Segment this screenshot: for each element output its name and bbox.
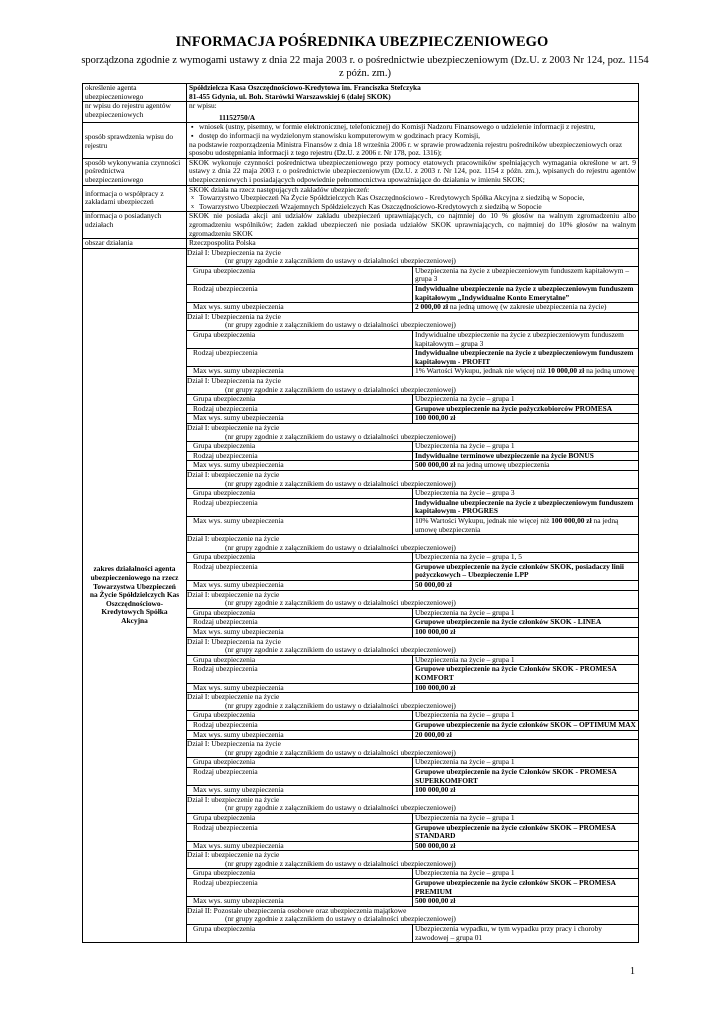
scope-value bbox=[187, 248, 639, 943]
category-note: (nr grupy zgodnie z załącznikiem do ustawy o działalności ubezpieczeniowej) bbox=[225, 747, 456, 757]
insurance-group-text: Ubezpieczenia na życie – grupa 1 bbox=[415, 710, 515, 720]
area-value: Rzeczpospolita Polska bbox=[187, 239, 639, 249]
insurance-kind-value bbox=[413, 404, 639, 414]
category-title: Dział I: Ubezpieczenia na życie bbox=[187, 376, 281, 385]
max-sum-value bbox=[413, 581, 639, 591]
insurance-kind-value bbox=[413, 879, 639, 897]
category-note: (nr grupy zgodnie z załącznikiem do ustawy o działalności ubezpieczeniowej) bbox=[225, 803, 456, 813]
insurance-kind-row bbox=[187, 879, 638, 897]
verify-label: sposób sprawdzenia wpisu do rejestru bbox=[83, 123, 187, 158]
insurance-kind-row bbox=[187, 451, 638, 461]
insurance-kind-text: Indywidualne ubezpieczenie na życie z ubezpieczeniowym funduszem kapitałowym - PROFIT bbox=[415, 348, 634, 366]
agent-value bbox=[187, 84, 639, 102]
insurance-kind-row bbox=[187, 720, 638, 730]
max-sum-row bbox=[187, 786, 638, 796]
max-sum-value bbox=[413, 516, 639, 534]
category-cell bbox=[187, 795, 638, 813]
max-sum-key: Max wys. sumy ubezpieczenia bbox=[187, 581, 413, 591]
insurance-group-key: Grupa ubezpieczenia bbox=[187, 813, 413, 823]
category-note: (nr grupy zgodnie z załącznikiem do ustawy o działalności ubezpieczeniowej) bbox=[225, 542, 456, 552]
max-sum-amount: 2 000,00 zł bbox=[415, 302, 449, 312]
max-sum-value bbox=[413, 303, 639, 313]
max-sum-row bbox=[187, 897, 638, 907]
category-row bbox=[187, 740, 638, 758]
category-title: Dział I: ubezpieczenie na życie bbox=[187, 534, 280, 544]
category-row bbox=[187, 637, 638, 655]
category-row bbox=[187, 693, 638, 711]
insurance-group-key: Grupa ubezpieczenia bbox=[187, 758, 413, 768]
insurance-group-row bbox=[187, 395, 638, 405]
insurance-group-text: Indywidualne ubezpieczenie na życie z ubezpieczeniowym funduszem kapitałowym – grupa 3 bbox=[415, 330, 624, 348]
max-sum-key: Max wys. sumy ubezpieczenia bbox=[187, 897, 413, 907]
insurance-group-value bbox=[413, 758, 639, 768]
verify-row bbox=[83, 123, 639, 158]
scope-table bbox=[187, 249, 638, 943]
category-note: (nr grupy zgodnie z załącznikiem do ustawy o działalności ubezpieczeniowej) bbox=[225, 598, 456, 608]
max-sum-row bbox=[187, 628, 638, 638]
max-sum-row bbox=[187, 414, 638, 424]
max-sum-row bbox=[187, 367, 638, 377]
max-sum-amount: 20 000,00 zł bbox=[415, 730, 452, 739]
insurance-group-row bbox=[187, 489, 638, 499]
category-cell bbox=[187, 906, 638, 924]
insurance-group-value bbox=[413, 813, 639, 823]
max-sum-key: Max wys. sumy ubezpieczenia bbox=[187, 683, 413, 693]
insurance-group-value bbox=[413, 711, 639, 721]
insurance-group-row bbox=[187, 925, 638, 943]
insurance-kind-value bbox=[413, 823, 639, 841]
insurance-kind-key: Rodzaj ubezpieczenia bbox=[187, 767, 413, 785]
max-sum-key: Max wys. sumy ubezpieczenia bbox=[187, 461, 413, 471]
category-row bbox=[187, 312, 638, 330]
insurance-kind-key: Rodzaj ubezpieczenia bbox=[187, 823, 413, 841]
max-sum-key: Max wys. sumy ubezpieczenia bbox=[187, 841, 413, 851]
insurance-group-text: Ubezpieczenia na życie – grupa 1 bbox=[415, 757, 515, 767]
insurance-kind-key: Rodzaj ubezpieczenia bbox=[187, 618, 413, 628]
insurance-group-row bbox=[187, 553, 638, 563]
max-sum-key: Max wys. sumy ubezpieczenia bbox=[187, 367, 413, 377]
insurance-kind-row bbox=[187, 498, 638, 516]
max-sum-value bbox=[413, 683, 639, 693]
insurance-group-key: Grupa ubezpieczenia bbox=[187, 711, 413, 721]
category-note: (nr grupy zgodnie z załącznikiem do ustawy o działalności ubezpieczeniowej) bbox=[225, 914, 456, 924]
max-sum-row bbox=[187, 581, 638, 591]
category-title: Dział I: ubezpieczenie na życie bbox=[187, 423, 280, 432]
insurance-kind-row bbox=[187, 349, 638, 367]
insurance-kind-value bbox=[413, 720, 639, 730]
insurance-kind-row bbox=[187, 767, 638, 785]
insurance-kind-row bbox=[187, 562, 638, 580]
insurance-group-text: Ubezpieczenia na życie – grupa 1 bbox=[415, 868, 515, 878]
category-note: (nr grupy zgodnie z załącznikiem do ustawy o działalności ubezpieczeniowej) bbox=[225, 478, 456, 488]
category-row bbox=[187, 470, 638, 488]
insurance-group-value bbox=[413, 553, 639, 563]
insurance-kind-key: Rodzaj ubezpieczenia bbox=[187, 720, 413, 730]
insurance-group-text: Ubezpieczenia na życie – grupa 1 bbox=[415, 608, 515, 617]
insurance-group-key: Grupa ubezpieczenia bbox=[187, 608, 413, 618]
insurance-group-row bbox=[187, 758, 638, 768]
category-row bbox=[187, 249, 638, 267]
insurance-group-value bbox=[413, 331, 639, 349]
category-cell bbox=[187, 590, 638, 608]
insurance-group-value bbox=[413, 655, 639, 665]
max-sum-value bbox=[413, 367, 639, 377]
category-title: Dział I: Ubezpieczenia na życie bbox=[187, 637, 281, 646]
insurance-group-key: Grupa ubezpieczenia bbox=[187, 331, 413, 349]
category-title: Dział I: ubezpieczenie na życie bbox=[187, 590, 280, 599]
insurance-group-row bbox=[187, 655, 638, 665]
insurer-list bbox=[189, 194, 636, 211]
verify-item: ▪ dostęp do informacji na wydzielonym stanowisku komputerowym w godzinach pracy Komisji, bbox=[199, 132, 636, 141]
agent-label: określenie agenta ubezpieczeniowego bbox=[83, 84, 187, 102]
max-sum-value bbox=[413, 841, 639, 851]
insurance-kind-key: Rodzaj ubezpieczenia bbox=[187, 451, 413, 461]
cooperation-row bbox=[83, 185, 639, 212]
verify-legal-basis: na podstawie rozporządzenia Ministra Finansów z dnia 18 września 2006 r. w sprawie prowadzenia rejestru pośredników ubezpieczeniowych oraz sposobu udostępniania informacji z tego rejestru (Dz.U. z 2006 r. Nr 178, poz. 1316); bbox=[189, 139, 623, 158]
insurance-group-key: Grupa ubezpieczenia bbox=[187, 489, 413, 499]
category-cell bbox=[187, 851, 638, 869]
shares-value: SKOK nie posiada akcji ani udziałów zakładu ubezpieczeń uprawniających, co najmniej do 10 % głosów na walnym zgromadzeniu albo zgromadzeniu wspólników; żaden zakład ubezpieczeń nie posiada udziałów SKOK uprawniających, co najmniej do 10% głosów na walnym zgromadzeniu SKOK bbox=[187, 212, 639, 239]
insurance-group-value bbox=[413, 442, 639, 452]
max-sum-suffix: na jedną umowę (w zakresie ubezpieczenia na życie) bbox=[448, 302, 607, 312]
category-title: Dział I: ubezpieczenie na życie bbox=[187, 692, 280, 702]
insurance-group-text: Ubezpieczenia na życie – grupa 1 bbox=[415, 441, 515, 451]
max-sum-amount: 100 000,00 zł bbox=[415, 627, 456, 637]
max-sum-value bbox=[413, 786, 639, 796]
insurance-group-text: Ubezpieczenia wypadku, w tym wypadku przy pracy i choroby zawodowej – grupa 01 bbox=[415, 924, 602, 942]
max-sum-value bbox=[413, 730, 639, 740]
cooperation-intro: SKOK działa na rzecz następujących zakładów ubezpieczeń: bbox=[189, 185, 370, 194]
insurance-kind-key: Rodzaj ubezpieczenia bbox=[187, 404, 413, 414]
insurance-kind-row bbox=[187, 404, 638, 414]
max-sum-row bbox=[187, 683, 638, 693]
insurance-kind-text: Grupowe ubezpieczenie na życie Członków SKOK - PROMESA SUPERKOMFORT bbox=[415, 767, 617, 785]
insurance-group-value bbox=[413, 266, 639, 284]
insurance-group-value bbox=[413, 489, 639, 499]
max-sum-value bbox=[413, 414, 639, 424]
document-title: INFORMACJA POŚREDNIKA UBEZPIECZENIOWEGO bbox=[175, 34, 549, 50]
category-row bbox=[187, 377, 638, 395]
cooperation-value bbox=[187, 185, 639, 212]
category-cell bbox=[187, 423, 638, 441]
document-subtitle: sporządzona zgodnie z wymogami ustawy z dnia 22 maja 2003 r. o pośrednictwie ubezpieczeniowym (Dz.U. z 2003 Nr 124, poz. 1154 z późn. zm.) bbox=[81, 55, 649, 79]
max-sum-amount: 50 000,00 zł bbox=[415, 580, 452, 590]
max-sum-row bbox=[187, 303, 638, 313]
category-note: (nr grupy zgodnie z załącznikiem do ustawy o działalności ubezpieczeniowej) bbox=[225, 700, 456, 710]
performance-value: SKOK wykonuje czynności pośrednictwa ubezpieczeniowego przy pomocy etatowych pracowników spełniających wymagania określone w art. 9 ustawy z dnia 22 maja 2003 r. o pośrednictwie ubezpieczeniowym (Dz.U. z 2003 r. Nr 124, poz. 1154 z późn. zm.), wpisanych do rejestru agentów ubezpieczeniowych i posiadających odpowiednie pełnomocnictwa upoważniające do działania w imieniu SKOK; bbox=[187, 158, 639, 185]
max-sum-prefix: 10% Wartości Wykupu, jednak nie więcej niż bbox=[415, 516, 552, 525]
registry-row bbox=[83, 102, 639, 123]
verify-value bbox=[187, 123, 639, 158]
page-number: 1 bbox=[630, 966, 635, 977]
insurance-kind-text: Grupowe ubezpieczenie na życie członków SKOK, posiadaczy linii pożyczkowych – Ubezpieczenie LPP bbox=[415, 562, 624, 580]
verify-item: ▪ wniosek (ustny, pisemny, w formie elektronicznej, telefonicznej) do Komisji Nadzoru Finansowego o udzielenie informacji z rejestru, bbox=[199, 123, 636, 132]
insurance-kind-text: Grupowe ubezpieczenie na życie członków SKOK - LINEA bbox=[415, 617, 602, 627]
category-title: Dział II: Pozostałe ubezpieczenia osobowe oraz ubezpieczenia majątkowe bbox=[187, 906, 407, 915]
agent-row bbox=[83, 84, 639, 102]
insurance-kind-value bbox=[413, 767, 639, 785]
insurance-group-key: Grupa ubezpieczenia bbox=[187, 925, 413, 943]
insurance-kind-key: Rodzaj ubezpieczenia bbox=[187, 349, 413, 367]
insurance-group-value bbox=[413, 608, 639, 618]
insurance-group-key: Grupa ubezpieczenia bbox=[187, 655, 413, 665]
insurance-group-key: Grupa ubezpieczenia bbox=[187, 442, 413, 452]
max-sum-row bbox=[187, 841, 638, 851]
insurance-kind-key: Rodzaj ubezpieczenia bbox=[187, 879, 413, 897]
max-sum-amount: 500 000,00 zł bbox=[415, 841, 456, 850]
category-note: (nr grupy zgodnie z załącznikiem do ustawy o działalności ubezpieczeniowej) bbox=[225, 320, 456, 330]
insurance-group-row bbox=[187, 442, 638, 452]
scope-label: zakres działalności agenta ubezpieczeniowego na rzecz Towarzystwa Ubezpieczeń na Życie Spółdzielczych Kas Oszczędnościowo-Kredytowych Spółka Akcyjna bbox=[83, 248, 187, 943]
verify-list bbox=[189, 123, 636, 140]
insurance-group-row bbox=[187, 331, 638, 349]
shares-row bbox=[83, 212, 639, 239]
agent-name: Spółdzielcza Kasa Oszczędnościowo-Kredytowa im. Franciszka Stefczyka bbox=[189, 83, 421, 92]
category-note: (nr grupy zgodnie z załącznikiem do ustawy o działalności ubezpieczeniowej) bbox=[225, 858, 456, 868]
insurance-group-value bbox=[413, 925, 639, 943]
registry-prefix: nr wpisu: bbox=[189, 101, 217, 111]
category-cell bbox=[187, 377, 638, 395]
max-sum-amount: 100 000,00 zł bbox=[415, 683, 456, 692]
insurance-kind-value bbox=[413, 665, 639, 683]
max-sum-amount: 100 000,00 zł bbox=[415, 413, 456, 423]
category-row bbox=[187, 906, 638, 924]
insurance-group-text: Ubezpieczenia na życie – grupa 1, 5 bbox=[415, 552, 522, 562]
insurance-group-value bbox=[413, 869, 639, 879]
max-sum-key: Max wys. sumy ubezpieczenia bbox=[187, 516, 413, 534]
max-sum-value bbox=[413, 461, 639, 471]
insurance-group-key: Grupa ubezpieczenia bbox=[187, 395, 413, 405]
category-title: Dział I: Ubezpieczenia na życie bbox=[187, 248, 281, 257]
max-sum-value bbox=[413, 628, 639, 638]
insurance-group-text: Ubezpieczenia na życie – grupa 1 bbox=[415, 394, 515, 404]
insurance-group-row bbox=[187, 608, 638, 618]
category-title: Dział I: Ubezpieczenia na życie bbox=[187, 312, 281, 321]
max-sum-key: Max wys. sumy ubezpieczenia bbox=[187, 414, 413, 424]
category-title: Dział I: Ubezpieczenia na życie bbox=[187, 739, 281, 749]
max-sum-amount: 10 000,00 zł bbox=[547, 366, 585, 376]
insurance-kind-row bbox=[187, 618, 638, 628]
insurer-item: x Towarzystwo Ubezpieczeń Na Życie Spółdzielczych Kas Oszczędnościowo - Kredytowych Spółka Akcyjna z siedzibą w Sopocie, bbox=[199, 194, 636, 203]
max-sum-suffix: na jedną umowę ubezpieczenia bbox=[415, 516, 619, 534]
max-sum-key: Max wys. sumy ubezpieczenia bbox=[187, 628, 413, 638]
category-note: (nr grupy zgodnie z załącznikiem do ustawy o działalności ubezpieczeniowej) bbox=[225, 645, 456, 655]
intermediary-info-table bbox=[82, 83, 639, 943]
insurance-kind-value bbox=[413, 618, 639, 628]
insurance-group-key: Grupa ubezpieczenia bbox=[187, 869, 413, 879]
max-sum-suffix: na jedną umowę bbox=[584, 366, 635, 376]
insurance-kind-text: Indywidualne terminowe ubezpieczenie na życie BONUS bbox=[415, 451, 594, 460]
insurance-group-row bbox=[187, 266, 638, 284]
insurance-group-text: Ubezpieczenia na życie – grupa 1 bbox=[415, 655, 515, 664]
insurer-item: x Towarzystwo Ubezpieczeń Wzajemnych Spółdzielczych Kas Oszczędnościowo-Kredytowych z siedzibą w Sopocie bbox=[199, 203, 636, 212]
registry-value bbox=[187, 102, 639, 123]
insurance-kind-row bbox=[187, 665, 638, 683]
insurance-kind-text: Grupowe ubezpieczenie na życie członków SKOK – PROMESA STANDARD bbox=[415, 823, 616, 841]
max-sum-prefix: 1% Wartości Wykupu, jednak nie więcej niż bbox=[415, 366, 548, 376]
max-sum-row bbox=[187, 516, 638, 534]
max-sum-key: Max wys. sumy ubezpieczenia bbox=[187, 786, 413, 796]
agent-address: 81-455 Gdynia, ul. Boh. Starówki Warszawskiej 6 (dalej SKOK) bbox=[189, 91, 391, 101]
insurance-kind-key: Rodzaj ubezpieczenia bbox=[187, 498, 413, 516]
insurance-group-value bbox=[413, 395, 639, 405]
category-note: (nr grupy zgodnie z załącznikiem do ustawy o działalności ubezpieczeniowej) bbox=[225, 384, 456, 394]
insurance-group-text: Ubezpieczenia na życie z ubezpieczeniowym funduszem kapitałowym – grupa 3 bbox=[415, 266, 630, 284]
insurance-kind-value bbox=[413, 285, 639, 303]
shares-label: informacja o posiadanych udziałach bbox=[83, 212, 187, 239]
insurance-kind-value bbox=[413, 451, 639, 461]
performance-row bbox=[83, 158, 639, 185]
insurance-kind-text: Grupowe ubezpieczenie na życie Członków SKOK - PROMESA KOMFORT bbox=[415, 664, 617, 682]
category-cell bbox=[187, 249, 638, 267]
max-sum-row bbox=[187, 730, 638, 740]
category-cell bbox=[187, 312, 638, 330]
max-sum-value bbox=[413, 897, 639, 907]
insurance-kind-key: Rodzaj ubezpieczenia bbox=[187, 285, 413, 303]
max-sum-suffix: na jedną umowę ubezpieczenia bbox=[455, 460, 550, 470]
insurance-kind-text: Grupowe ubezpieczenie na życie członków SKOK – PROMESA PREMIUM bbox=[415, 878, 616, 896]
insurance-kind-row bbox=[187, 823, 638, 841]
category-note: (nr grupy zgodnie z załącznikiem do ustawy o działalności ubezpieczeniowej) bbox=[225, 256, 456, 266]
category-row bbox=[187, 590, 638, 608]
category-cell bbox=[187, 740, 638, 758]
category-title: Dział I: ubezpieczenie na życie bbox=[187, 850, 280, 860]
category-cell bbox=[187, 470, 638, 488]
insurance-kind-key: Rodzaj ubezpieczenia bbox=[187, 665, 413, 683]
insurance-kind-value bbox=[413, 349, 639, 367]
performance-label: sposób wykonywania czynności pośrednictwa ubezpieczeniowego bbox=[83, 158, 187, 185]
max-sum-amount: 100 000,00 zł bbox=[415, 785, 456, 795]
insurance-kind-text: Grupowe ubezpieczenie na życie członków SKOK – OPTIMUM MAX bbox=[415, 720, 636, 729]
max-sum-amount: 500 000,00 zł bbox=[415, 460, 456, 470]
registry-number: 11152750/A bbox=[219, 112, 256, 122]
category-cell bbox=[187, 535, 638, 553]
insurance-group-text: Ubezpieczenia na życie – grupa 1 bbox=[415, 813, 515, 822]
insurance-group-key: Grupa ubezpieczenia bbox=[187, 553, 413, 563]
insurance-kind-row bbox=[187, 285, 638, 303]
insurance-group-text: Ubezpieczenia na życie – grupa 3 bbox=[415, 488, 515, 498]
category-cell bbox=[187, 693, 638, 711]
category-note: (nr grupy zgodnie z załącznikiem do ustawy o działalności ubezpieczeniowej) bbox=[225, 431, 456, 441]
category-row bbox=[187, 535, 638, 553]
insurance-group-key: Grupa ubezpieczenia bbox=[187, 266, 413, 284]
insurance-group-row bbox=[187, 813, 638, 823]
category-row bbox=[187, 423, 638, 441]
category-cell bbox=[187, 637, 638, 655]
max-sum-amount: 500 000,00 zł bbox=[415, 896, 456, 906]
insurance-kind-value bbox=[413, 498, 639, 516]
max-sum-row bbox=[187, 461, 638, 471]
cooperation-label: informacja o współpracy z zakładami ubezpieczeń bbox=[83, 185, 187, 212]
max-sum-amount: 100 000,00 zł bbox=[551, 516, 592, 525]
insurance-kind-value bbox=[413, 562, 639, 580]
insurance-group-row bbox=[187, 711, 638, 721]
area-label: obszar działania bbox=[83, 239, 187, 249]
max-sum-key: Max wys. sumy ubezpieczenia bbox=[187, 730, 413, 740]
registry-label: nr wpisu do rejestru agentów ubezpieczeniowych bbox=[83, 102, 187, 123]
category-title: Dział I: ubezpieczenie na życie bbox=[187, 795, 280, 804]
category-title: Dział I: ubezpieczenie na życie bbox=[187, 470, 280, 479]
scope-row bbox=[83, 248, 639, 943]
insurance-kind-text: Indywidualne ubezpieczenie na życie z ubezpieczeniowym funduszem kapitałowym „Indywidualne Konto Emerytalne” bbox=[415, 284, 634, 302]
insurance-group-row bbox=[187, 869, 638, 879]
category-row bbox=[187, 851, 638, 869]
insurance-kind-text: Indywidualne ubezpieczenie na życie z ubezpieczeniowym funduszem kapitałowym - PROGRES bbox=[415, 498, 634, 516]
area-row bbox=[83, 239, 639, 249]
category-row bbox=[187, 795, 638, 813]
insurance-kind-key: Rodzaj ubezpieczenia bbox=[187, 562, 413, 580]
max-sum-key: Max wys. sumy ubezpieczenia bbox=[187, 303, 413, 313]
insurance-kind-text: Grupowe ubezpieczenie na życie pożyczkobiorców PROMESA bbox=[415, 404, 613, 413]
